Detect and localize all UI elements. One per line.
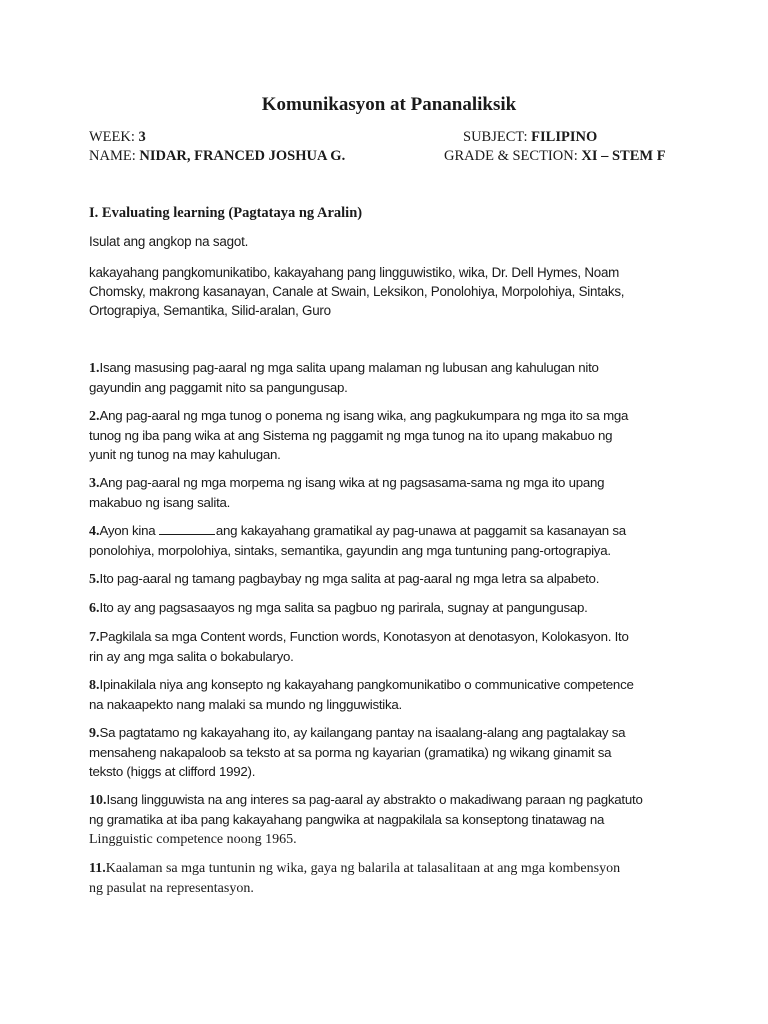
question-text: ng gramatika at iba pang kakayahang pangwika at nagpakilala sa konseptong tinatawag na [89, 812, 605, 827]
question-number: 8. [89, 678, 100, 693]
question-text: ng pasulat na representasyon. [89, 881, 254, 896]
question-item [89, 675, 689, 714]
question-text: yunit ng tunog na may kahulugan. [89, 447, 281, 462]
question-text: Ayon kina [99, 523, 159, 538]
section-heading: I. Evaluating learning (Pagtataya ng Aralin) [89, 205, 363, 221]
question-text: Ito pag-aaral ng tamang pagbaybay ng mga salita at pag-aaral ng mga letra sa alpabeto. [99, 571, 600, 586]
question-number: 9. [89, 726, 100, 741]
name-field [89, 147, 345, 166]
question-text: ang kakayahang gramatikal ay pag-unawa at paggamit sa kasanayan sa [215, 523, 626, 538]
question-text: makabuo ng isang salita. [89, 495, 231, 510]
subject-value: FILIPINO [531, 129, 598, 145]
subject-label: SUBJECT: [463, 129, 532, 145]
question-text: Isang lingguwista na ang interes sa pag-aaral ay abstrakto o makadiwang paraan ng pagkatuto [106, 792, 643, 807]
question-text: mensaheng nakapaloob sa teksto at sa porma ng kayarian (gramatika) ng wikang ginamit sa [89, 745, 612, 760]
question-text: Kaalaman sa mga tuntunin ng wika, gaya ng balarila at talasalitaan at ang mga kombensyon [105, 861, 621, 876]
question-text: Pagkilala sa mga Content words, Function words, Konotasyon at denotasyon, Kolokasyon. Ito [99, 629, 629, 644]
question-item [89, 521, 689, 560]
question-text: Ang pag-aaral ng mga tunog o ponema ng isang wika, ang pagkukumpara ng mga ito sa mga [99, 408, 629, 423]
question-number: 10. [89, 793, 107, 808]
question-text: teksto (higgs at clifford 1992). [89, 764, 256, 779]
week-label: WEEK: [89, 129, 139, 145]
answer-blank [159, 522, 215, 535]
question-text: Sa pagtatamo ng kakayahang ito, ay kailangang pantay na isaalang-alang ang pagtalakay sa [99, 725, 626, 740]
question-list [89, 358, 689, 907]
question-text: ponolohiya, morpolohiya, sintaks, semantika, gayundin ang mga tuntuning pang-ortograpiya. [89, 543, 611, 558]
question-text: rin ay ang mga salita o bokabularyo. [89, 649, 294, 664]
question-number: 1. [89, 361, 100, 376]
question-number: 2. [89, 409, 100, 424]
word-bank-line: kakayahang pangkomunikatibo, kakayahang pang lingguwistiko, wika, Dr. Dell Hymes, Noam [89, 265, 620, 280]
word-bank-line: Ortograpiya, Semantika, Silid-aralan, Guro [89, 303, 331, 318]
question-number: 4. [89, 524, 100, 539]
word-bank [89, 263, 679, 320]
question-item [89, 598, 689, 618]
name-label: NAME: [89, 148, 140, 164]
instruction-text: Isulat ang angkop na sagot. [89, 234, 249, 249]
question-number: 7. [89, 630, 100, 645]
question-item [89, 406, 689, 464]
question-item [89, 569, 689, 589]
question-text: gayundin ang paggamit nito sa pangungusap. [89, 380, 348, 395]
subject-field [463, 128, 597, 147]
question-item [89, 858, 689, 898]
question-item [89, 790, 689, 849]
word-bank-line: Chomsky, makrong kasanayan, Canale at Swain, Leksikon, Ponolohiya, Morpolohiya, Sintaks, [89, 284, 625, 299]
grade-field [444, 147, 666, 166]
question-text: Ang pag-aaral ng mga morpema ng isang wika at ng pagsasama-sama ng mga ito upang [99, 475, 605, 490]
question-item [89, 627, 689, 666]
question-number: 6. [89, 601, 100, 616]
document-title: Komunikasyon at Pananaliksik [261, 94, 517, 115]
question-item [89, 723, 689, 781]
question-text: Lingguistic competence noong 1965. [89, 832, 297, 847]
grade-label: GRADE & SECTION: [444, 148, 582, 164]
question-text: Ito ay ang pagsasaayos ng mga salita sa pagbuo ng parirala, sugnay at pangungusap. [99, 600, 588, 615]
grade-value: XI – STEM F [581, 148, 666, 164]
question-text: Ipinakilala niya ang konsepto ng kakayahang pangkomunikatibo o communicative competence [99, 677, 634, 692]
question-text: Isang masusing pag-aaral ng mga salita upang malaman ng lubusan ang kahulugan nito [99, 360, 599, 375]
question-text: na nakaapekto nang malaki sa mundo ng lingguwistika. [89, 697, 402, 712]
question-number: 11. [89, 861, 106, 876]
week-value: 3 [138, 129, 146, 145]
question-item [89, 358, 689, 397]
student-info [89, 128, 689, 166]
question-number: 5. [89, 572, 100, 587]
week-field [89, 128, 146, 147]
question-number: 3. [89, 476, 100, 491]
question-text: tunog ng iba pang wika at ang Sistema ng paggamit ng mga tunog na ito upang makabuo ng [89, 428, 613, 443]
question-item [89, 473, 689, 512]
name-value: NIDAR, FRANCED JOSHUA G. [139, 148, 346, 164]
